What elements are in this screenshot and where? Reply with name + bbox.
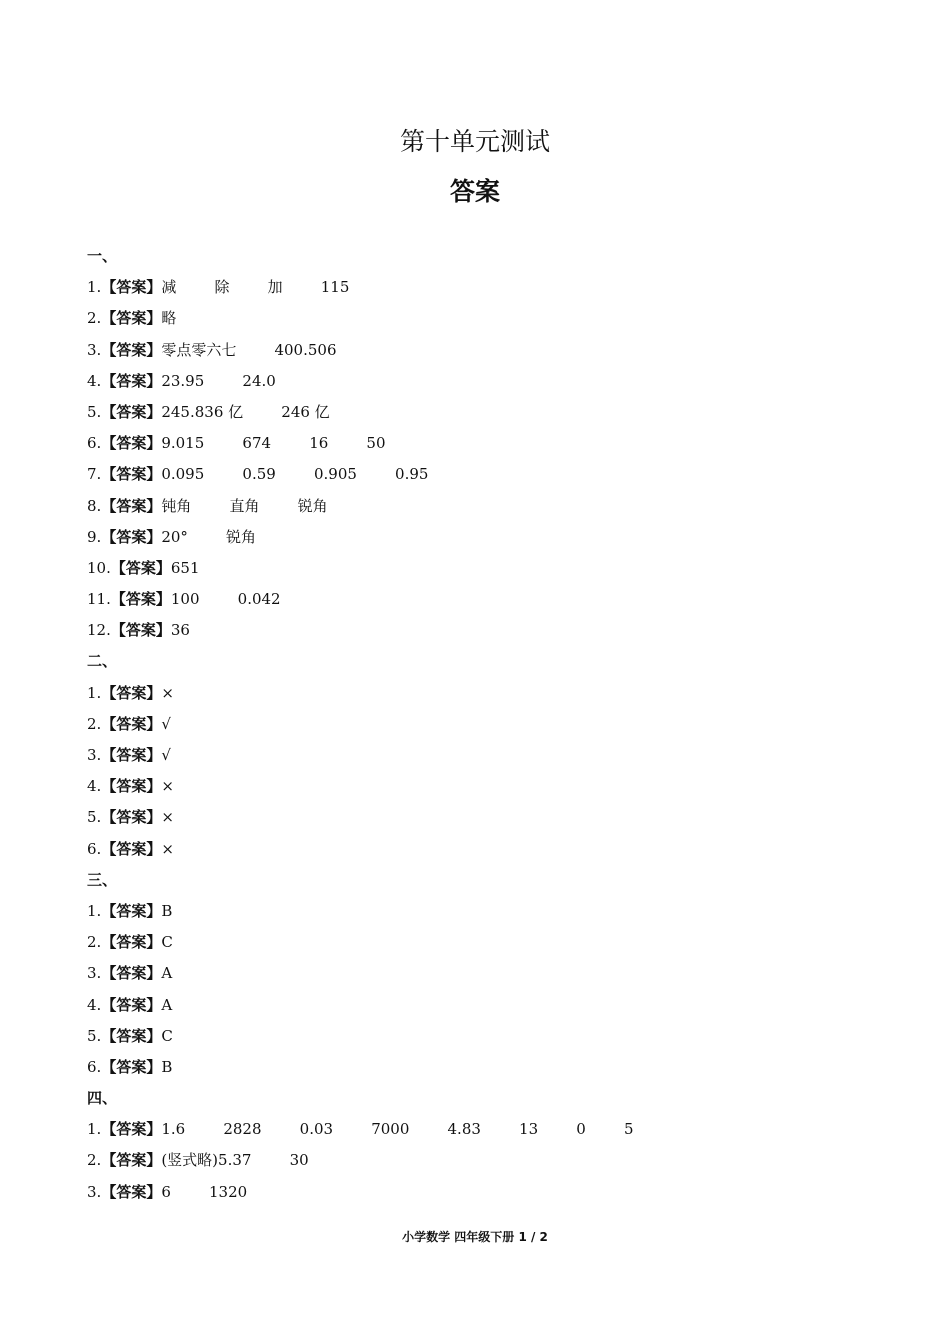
- page-title: 第十单元测试: [399, 127, 550, 156]
- answer-tag: 【答案】: [101, 683, 162, 702]
- answer-tag: 【答案】: [101, 496, 162, 515]
- answer-row: [87, 771, 887, 802]
- answer-tag: 【答案】: [101, 465, 162, 484]
- answer-row: [87, 709, 887, 740]
- answer-text: C: [161, 933, 173, 952]
- answer-tag: 【答案】: [101, 527, 162, 546]
- answer-text: 1.6 2828 0.03 7000 4.83 13 0 5: [161, 1120, 634, 1139]
- question-number: 1.: [87, 683, 102, 702]
- question-number: 5.: [87, 402, 102, 421]
- question-number: 2.: [87, 309, 102, 328]
- answer-tag: 【答案】: [101, 309, 162, 328]
- section-heading: 三、: [87, 870, 118, 889]
- question-number: 6.: [87, 839, 102, 858]
- answer-text: 0.095 0.59 0.905 0.95: [161, 465, 429, 484]
- answer-row: [87, 272, 887, 303]
- answer-text: 零点零六七 400.506: [161, 340, 337, 359]
- question-number: 2.: [87, 933, 102, 952]
- question-number: 3.: [87, 746, 102, 764]
- answer-tag: 【答案】: [110, 621, 171, 640]
- answer-row: [87, 303, 887, 334]
- answer-row: [87, 802, 887, 833]
- answer-text: C: [161, 1026, 173, 1045]
- question-number: 12.: [87, 621, 111, 640]
- answer-tag: 【答案】: [101, 434, 162, 453]
- section-heading: 二、: [87, 652, 118, 671]
- answer-text: B: [161, 1057, 173, 1076]
- answer-text: 9.015 674 16 50: [161, 434, 386, 453]
- answer-row: [87, 1052, 887, 1083]
- question-number: 1.: [87, 1120, 102, 1139]
- answer-tag: 【答案】: [101, 933, 162, 952]
- question-number: 2.: [87, 1151, 102, 1170]
- question-number: 9.: [87, 527, 102, 546]
- answer-text: A: [161, 964, 173, 983]
- question-number: 2.: [87, 714, 102, 733]
- answer-tag: 【答案】: [101, 1182, 162, 1201]
- answer-row: [87, 615, 887, 646]
- answer-tag: 【答案】: [101, 1120, 162, 1139]
- question-number: 3.: [87, 964, 102, 983]
- answer-text: (竖式略)5.37 30: [161, 1151, 309, 1170]
- answer-tag: 【答案】: [101, 1057, 162, 1076]
- answer-tag: 【答案】: [101, 1026, 162, 1045]
- answer-row: [87, 927, 887, 958]
- answer-tag: 【答案】: [101, 777, 162, 796]
- answer-tag: 【答案】: [101, 995, 162, 1014]
- answer-row: [87, 335, 887, 366]
- answer-text: 23.95 24.0: [161, 371, 276, 390]
- answer-row: [87, 459, 887, 490]
- answer-text: √: [161, 746, 171, 764]
- question-number: 11.: [87, 590, 111, 609]
- answer-tag: 【答案】: [101, 278, 162, 297]
- answer-tag: 【答案】: [101, 808, 162, 827]
- section-heading: 一、: [87, 247, 118, 265]
- question-number: 3.: [87, 1182, 102, 1201]
- question-number: 4.: [87, 777, 102, 796]
- answer-text: 36: [170, 621, 190, 640]
- question-number: 6.: [87, 434, 102, 453]
- answer-row: [87, 584, 887, 615]
- question-number: 4.: [87, 995, 102, 1014]
- answer-text: √: [161, 714, 171, 733]
- answer-text: 100 0.042: [170, 590, 281, 609]
- answer-row: [87, 990, 887, 1021]
- answer-tag: 【答案】: [101, 746, 162, 764]
- question-number: 8.: [87, 496, 102, 515]
- answer-row: [87, 958, 887, 989]
- answer-row: [87, 1114, 887, 1145]
- answer-text: ×: [161, 808, 174, 827]
- answer-tag: 【答案】: [101, 1151, 162, 1170]
- page-footer: 小学数学 四年级下册 1 / 2: [402, 1230, 548, 1244]
- answer-text: 略: [161, 309, 177, 328]
- answer-row: [87, 896, 887, 927]
- answer-row: [87, 553, 887, 584]
- answer-text: ×: [161, 777, 174, 796]
- section-heading: 四、: [87, 1089, 118, 1108]
- question-number: 1.: [87, 901, 102, 920]
- question-number: 3.: [87, 340, 102, 359]
- question-number: 5.: [87, 1026, 102, 1045]
- answer-row: [87, 1177, 887, 1208]
- question-number: 7.: [87, 465, 102, 484]
- answer-text: B: [161, 901, 173, 920]
- answer-row: [87, 740, 887, 771]
- answer-row: [87, 428, 887, 459]
- answer-text: ×: [161, 683, 174, 702]
- question-number: 6.: [87, 1057, 102, 1076]
- answer-text: 245.836 亿 246 亿: [161, 402, 330, 421]
- answer-row: [87, 678, 887, 709]
- answer-text: 6 1320: [161, 1182, 248, 1201]
- question-number: 10.: [87, 558, 111, 577]
- answer-tag: 【答案】: [101, 839, 162, 858]
- answer-tag: 【答案】: [110, 590, 171, 609]
- answer-tag: 【答案】: [101, 901, 162, 920]
- answer-tag: 【答案】: [101, 964, 162, 983]
- answer-text: ×: [161, 839, 174, 858]
- answer-text: A: [161, 995, 173, 1014]
- answer-text: 651: [170, 558, 200, 577]
- answer-row: [87, 366, 887, 397]
- answer-row: [87, 1021, 887, 1052]
- answer-tag: 【答案】: [101, 340, 162, 359]
- answer-list: [87, 241, 887, 1208]
- answer-row: [87, 491, 887, 522]
- answer-tag: 【答案】: [101, 402, 162, 421]
- question-number: 5.: [87, 808, 102, 827]
- answer-text: 钝角 直角 锐角: [161, 496, 328, 515]
- answer-tag: 【答案】: [110, 558, 171, 577]
- answer-row: [87, 1145, 887, 1176]
- answer-tag: 【答案】: [101, 371, 162, 390]
- answer-row: [87, 834, 887, 865]
- page-subtitle: 答案: [449, 177, 500, 206]
- answer-text: 减 除 加 115: [161, 278, 350, 297]
- answer-tag: 【答案】: [101, 714, 162, 733]
- question-number: 1.: [87, 278, 102, 297]
- answer-row: [87, 522, 887, 553]
- answer-row: [87, 397, 887, 428]
- answer-text: 20° 锐角: [161, 527, 257, 546]
- question-number: 4.: [87, 371, 102, 390]
